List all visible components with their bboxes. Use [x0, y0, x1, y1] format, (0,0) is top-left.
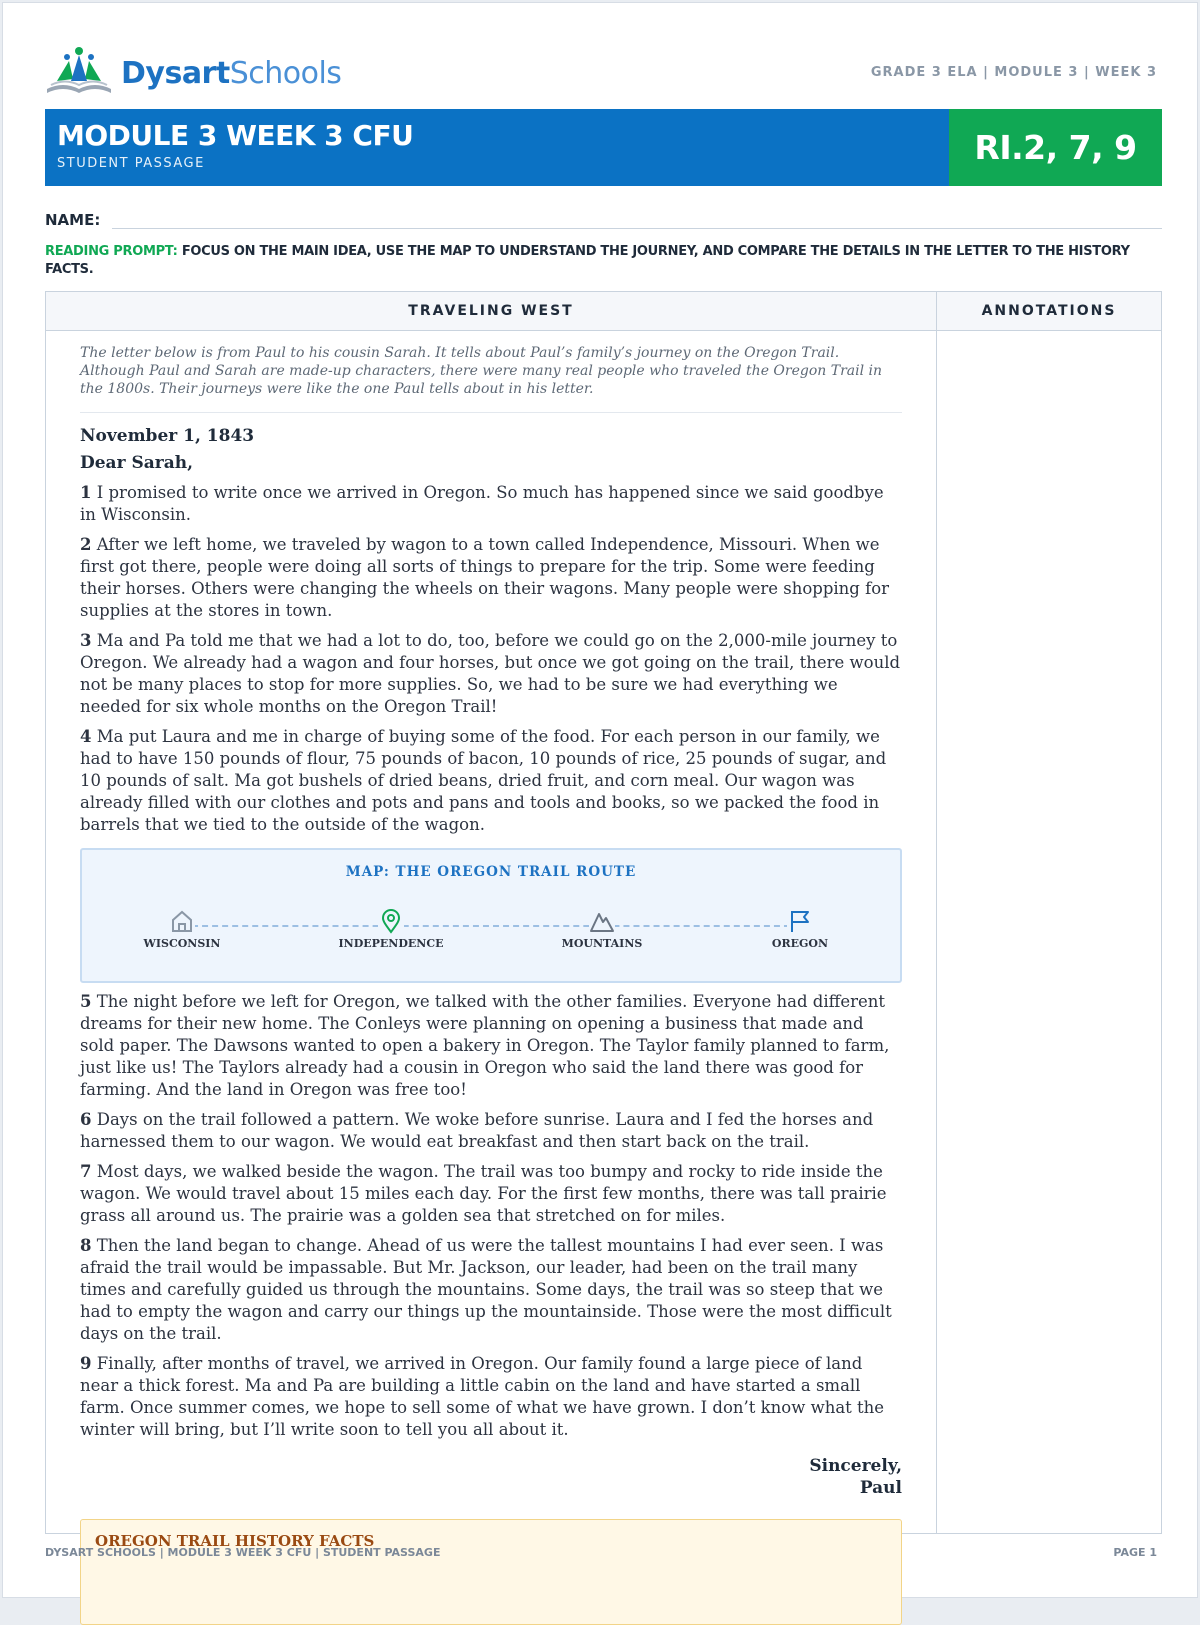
worksheet-page: [2, 2, 1198, 1598]
paragraph: [80, 1353, 902, 1441]
paragraph-number: 5: [80, 992, 92, 1011]
paragraph: [80, 534, 902, 622]
paragraph-text: Ma and Pa told me that we had a lot to do, too, before we could go on the 2,000-mile journey to Oregon. We already had a wagon and four horses, but once we got going on the trail, there would not be many places to stop for more supplies. So, we had to be sure we had everything we needed for six whole months on the Oregon Trail!: [80, 631, 901, 716]
oregon-trail-map: [80, 848, 902, 983]
trail-route-line: [182, 925, 800, 927]
paragraph-text: After we left home, we traveled by wagon to a town called Independence, Missouri. When we first got there, people were doing all sorts of things to prepare for the trip. Some were feeding their horses. Others were changing the wheels on their wagons. Many people were shopping for supplies at the stores in town.: [80, 535, 890, 620]
paragraph-number: 6: [80, 1110, 92, 1129]
dysart-schools-logo: [43, 43, 341, 97]
paragraph-number: 2: [80, 535, 92, 554]
history-facts-title: OREGON TRAIL HISTORY FACTS: [95, 1532, 375, 1550]
paragraph-text: Ma put Laura and me in charge of buying some of the food. For each person in our family, we had to have 150 pounds of flour, 75 pounds of bacon, 10 pounds of rice, 25 pounds of sugar, and 10 pounds of salt. Ma got bushels of dried beans, dried fruit, and corn meal. Our wagon was already filled with our clothes and pots and pans and tools and books, so we packed the food in barrels that we tied to the outside of the wagon.: [80, 727, 887, 834]
course-breadcrumb: GRADE 3 ELA | MODULE 3 | WEEK 3: [870, 65, 1157, 80]
home-icon: [169, 908, 195, 934]
paragraph-text: Finally, after months of travel, we arrived in Oregon. Our family found a large piece of land near a thick forest. Ma and Pa are building a little cabin on the land and have started a small farm. Once summer comes, we hope to sell some of what we have grown. I don’t know what the winter will bring, but I’ll write soon to tell you all about it.: [80, 1354, 885, 1439]
page-footer-info: DYSART SCHOOLS | MODULE 3 WEEK 3 CFU | STUDENT PASSAGE: [45, 1546, 441, 1559]
letter-closing: [80, 1455, 902, 1499]
map-pin-icon: [378, 908, 404, 934]
paragraph: [80, 630, 902, 718]
reading-prompt-label: READING PROMPT:: [45, 244, 178, 259]
letter-date: November 1, 1843: [80, 426, 255, 446]
paragraph-text: Most days, we walked beside the wagon. The trail was too bumpy and rocky to ride inside the wagon. We would travel about 15 miles each day. For the first few months, there was tall prairie grass all around us. The prairie was a golden sea that stretched on for miles.: [80, 1162, 887, 1225]
reading-prompt-text: FOCUS ON THE MAIN IDEA, USE THE MAP TO UNDERSTAND THE JOURNEY, AND COMPARE THE DETAILS IN THE LETTER TO THE HISTORY FACTS.: [45, 244, 1130, 277]
paragraph: [80, 1161, 902, 1227]
paragraph: [80, 1235, 902, 1345]
page-title: MODULE 3 WEEK 3 CFU: [57, 119, 414, 152]
map-stop-label: MOUNTAINS: [561, 937, 643, 950]
page-number: PAGE 1: [1113, 1546, 1157, 1559]
paragraph-text: Then the land began to change. Ahead of us were the tallest mountains I had ever seen. I was afraid the trail would be impassable. But Mr. Jackson, our leader, had been on the trail many times and carefully guided us through the mountains. Some days, the trail was so steep that we had to empty the wagon and carry our things up the mountainside. Those were the most difficult days on the trail.: [80, 1236, 892, 1343]
paragraph: [80, 1109, 902, 1153]
map-stop-label: WISCONSIN: [143, 937, 221, 950]
map-stop-wisconsin: [112, 908, 252, 950]
paragraph-text: Days on the trail followed a pattern. We woke before sunrise. Laura and I fed the horses and harnessed them to our wagon. We would eat breakfast and then start back on the trail.: [80, 1110, 874, 1151]
paragraph-text: I promised to write once we arrived in Oregon. So much has happened since we said goodbye in Wisconsin.: [80, 483, 884, 524]
passage-table: [45, 291, 1162, 1550]
paragraph-number: 7: [80, 1162, 92, 1181]
flag-icon: [787, 908, 813, 934]
map-stop-label: INDEPENDENCE: [338, 937, 444, 950]
map-stop-label: OREGON: [771, 937, 829, 950]
paragraph: [80, 726, 902, 836]
standards-badge: RI.2, 7, 9: [949, 109, 1162, 186]
logo-text-schools: Schools: [229, 55, 342, 91]
paragraph-text: The night before we left for Oregon, we talked with the other families. Everyone had different dreams for their new home. The Conleys were planning on opening a business that made and sold paper. The Dawsons wanted to open a bakery in Oregon. The Taylor family planned to farm, just like us! The Taylors already had a cousin in Oregon who said the land there was good for farming. And the land in Oregon was free too!: [80, 992, 890, 1099]
name-field[interactable]: [112, 210, 1162, 229]
annotations-column-header: ANNOTATIONS: [981, 303, 1117, 319]
reading-prompt: [45, 243, 1162, 279]
history-facts-box: [80, 1519, 902, 1625]
table-header-row: [46, 292, 1161, 331]
page-header: [43, 41, 1157, 101]
paragraph-number: 4: [80, 727, 92, 746]
page-subtitle: STUDENT PASSAGE: [57, 156, 205, 171]
letter-greeting: Dear Sarah,: [80, 453, 193, 473]
paragraph: [80, 482, 902, 526]
paragraph-number: 9: [80, 1354, 92, 1373]
banner-title-block: [45, 109, 949, 186]
paragraph-number: 3: [80, 631, 92, 650]
passage-column-header: TRAVELING WEST: [46, 292, 937, 330]
paragraph-number: 8: [80, 1236, 92, 1255]
passage-body: [80, 344, 902, 1625]
paragraph: [80, 991, 902, 1101]
annotations-column[interactable]: [936, 330, 937, 1533]
book-figures-logo-icon: [43, 43, 115, 97]
title-banner: [45, 109, 1162, 186]
closing-text: Sincerely,: [809, 1456, 902, 1476]
signature: Paul: [859, 1478, 902, 1498]
logo-text-dysart: Dysart: [121, 55, 230, 91]
passage-intro: The letter below is from Paul to his cousin Sarah. It tells about Paul’s family’s journey on the Oregon Trail. Although Paul and Sarah are made-up characters, there were many real people who traveled the Oregon Trail in the 1800s. Their journeys were like the one Paul tells about in his letter.: [80, 344, 902, 413]
map-stop-oregon: [730, 908, 870, 950]
name-label: NAME:: [45, 211, 101, 229]
map-stop-mountains: [532, 908, 672, 950]
name-row: [45, 207, 1162, 229]
paragraph-number: 1: [80, 483, 92, 502]
map-stop-independence: [321, 908, 461, 950]
map-title: MAP: THE OREGON TRAIL ROUTE: [345, 864, 637, 880]
mountain-icon: [589, 908, 615, 934]
